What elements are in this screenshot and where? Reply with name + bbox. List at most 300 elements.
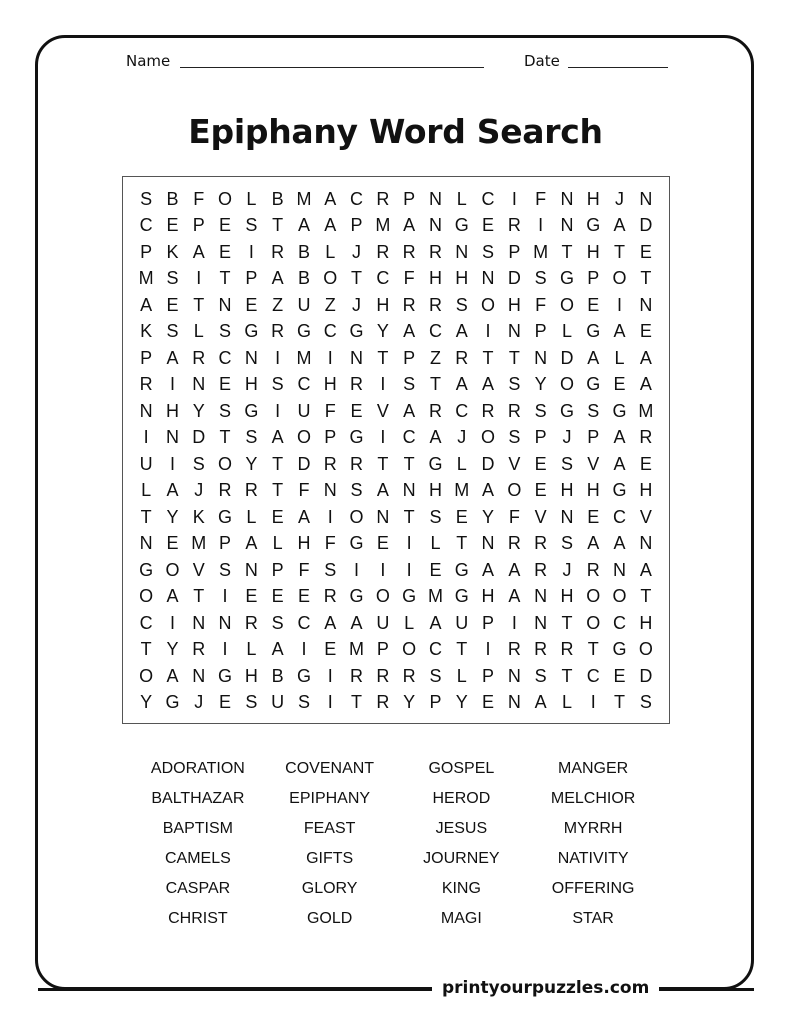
grid-letter[interactable]: J (194, 480, 204, 500)
grid-letter[interactable]: C (297, 374, 311, 394)
grid-letter[interactable]: N (192, 612, 206, 633)
grid-letter[interactable]: D (507, 268, 521, 288)
grid-letter[interactable]: T (272, 480, 284, 500)
grid-letter[interactable]: S (324, 559, 337, 580)
grid-letter[interactable]: T (272, 453, 284, 474)
grid-letter[interactable]: P (482, 612, 495, 633)
grid-letter[interactable]: A (508, 559, 521, 580)
grid-letter[interactable]: B (297, 268, 310, 288)
grid-letter[interactable]: G (586, 215, 601, 235)
grid-letter[interactable]: A (429, 612, 442, 633)
grid-letter[interactable]: E (245, 586, 258, 606)
grid-letter[interactable]: R (428, 241, 442, 262)
grid-letter[interactable]: S (429, 506, 442, 527)
grid-letter[interactable]: D (192, 427, 206, 447)
grid-letter[interactable]: B (271, 188, 284, 209)
grid-letter[interactable]: P (219, 533, 232, 553)
grid-letter[interactable]: R (323, 586, 337, 606)
grid-letter[interactable]: Z (429, 347, 441, 368)
grid-letter[interactable]: F (193, 188, 205, 209)
grid-letter[interactable]: N (613, 559, 627, 580)
grid-letter[interactable]: I (301, 639, 307, 659)
grid-letter[interactable]: R (402, 665, 416, 686)
grid-letter[interactable]: R (323, 453, 337, 474)
grid-letter[interactable]: T (429, 374, 441, 394)
grid-letter[interactable]: A (403, 321, 416, 341)
grid-letter[interactable]: E (166, 294, 179, 315)
grid-letter[interactable]: S (534, 665, 547, 686)
grid-letter[interactable]: P (587, 427, 600, 447)
grid-letter[interactable]: H (376, 294, 390, 315)
grid-letter[interactable]: R (639, 427, 653, 447)
grid-letter[interactable]: G (586, 374, 601, 394)
grid-letter[interactable]: G (586, 321, 601, 341)
grid-letter[interactable]: G (559, 268, 574, 288)
grid-letter[interactable]: L (246, 639, 257, 659)
grid-letter[interactable]: S (166, 268, 179, 288)
grid-letter[interactable]: E (271, 506, 284, 527)
grid-letter[interactable]: R (376, 692, 390, 712)
grid-letter[interactable]: C (218, 347, 232, 368)
grid-letter[interactable]: E (587, 506, 600, 527)
grid-letter[interactable]: M (375, 215, 391, 235)
grid-letter[interactable]: J (352, 294, 362, 315)
grid-letter[interactable]: G (612, 639, 627, 659)
grid-letter[interactable]: S (508, 427, 521, 447)
grid-letter[interactable]: R (507, 215, 521, 235)
grid-letter[interactable]: T (640, 268, 652, 288)
grid-letter[interactable]: I (380, 427, 386, 447)
grid-letter[interactable]: H (165, 400, 179, 421)
grid-letter[interactable]: U (455, 612, 469, 633)
grid-letter[interactable]: I (275, 347, 281, 368)
grid-letter[interactable]: H (481, 586, 495, 606)
grid-letter[interactable]: O (559, 294, 574, 315)
grid-letter[interactable]: M (427, 586, 443, 606)
grid-letter[interactable]: I (222, 639, 228, 659)
grid-letter[interactable]: E (350, 400, 363, 421)
grid-letter[interactable]: R (218, 480, 232, 500)
grid-letter[interactable]: R (139, 374, 153, 394)
grid-letter[interactable]: J (457, 427, 467, 447)
grid-letter[interactable]: O (612, 268, 627, 288)
grid-letter[interactable]: E (166, 533, 179, 553)
grid-letter[interactable]: N (165, 427, 179, 447)
grid-letter[interactable]: I (327, 347, 333, 368)
grid-letter[interactable]: I (222, 586, 228, 606)
grid-letter[interactable]: T (403, 453, 415, 474)
grid-letter[interactable]: Y (140, 692, 153, 712)
grid-letter[interactable]: N (507, 692, 521, 712)
grid-letter[interactable]: T (219, 427, 231, 447)
grid-letter[interactable]: A (587, 347, 600, 368)
grid-letter[interactable]: E (297, 586, 310, 606)
grid-letter[interactable]: P (245, 268, 258, 288)
grid-letter[interactable]: F (535, 294, 547, 315)
grid-letter[interactable]: P (403, 347, 416, 368)
grid-letter[interactable]: N (218, 294, 232, 315)
grid-letter[interactable]: R (350, 374, 364, 394)
grid-letter[interactable]: I (538, 215, 544, 235)
grid-letter[interactable]: E (639, 241, 652, 262)
grid-letter[interactable]: G (296, 321, 311, 341)
grid-letter[interactable]: N (192, 374, 206, 394)
grid-letter[interactable]: A (192, 241, 205, 262)
grid-letter[interactable]: C (428, 321, 442, 341)
grid-letter[interactable]: P (192, 215, 205, 235)
grid-letter[interactable]: R (350, 453, 364, 474)
grid-letter[interactable]: E (429, 559, 442, 580)
grid-letter[interactable]: C (376, 268, 390, 288)
grid-letter[interactable]: M (349, 639, 365, 659)
grid-letter[interactable]: N (323, 480, 337, 500)
grid-letter[interactable]: E (639, 321, 652, 341)
grid-letter[interactable]: M (296, 347, 312, 368)
grid-letter[interactable]: H (560, 480, 574, 500)
grid-letter[interactable]: R (402, 294, 416, 315)
grid-letter[interactable]: S (245, 215, 258, 235)
grid-letter[interactable]: A (324, 215, 337, 235)
grid-letter[interactable]: I (169, 612, 175, 633)
grid-letter[interactable]: G (402, 586, 417, 606)
grid-letter[interactable]: S (219, 559, 232, 580)
grid-letter[interactable]: G (244, 400, 259, 421)
grid-letter[interactable]: R (244, 480, 258, 500)
grid-letter[interactable]: O (586, 586, 601, 606)
grid-letter[interactable]: E (482, 215, 495, 235)
grid-letter[interactable]: C (139, 612, 153, 633)
grid-letter[interactable]: R (402, 241, 416, 262)
grid-letter[interactable]: V (376, 400, 389, 421)
grid-letter[interactable]: V (508, 453, 521, 474)
grid-letter[interactable]: L (456, 188, 467, 209)
grid-letter[interactable]: I (169, 453, 175, 474)
grid-letter[interactable]: T (614, 241, 626, 262)
grid-letter[interactable]: P (376, 639, 389, 659)
grid-letter[interactable]: M (191, 533, 207, 553)
grid-letter[interactable]: L (141, 480, 152, 500)
grid-letter[interactable]: D (560, 347, 574, 368)
grid-letter[interactable]: N (428, 188, 442, 209)
grid-letter[interactable]: G (612, 400, 627, 421)
grid-letter[interactable]: G (349, 427, 364, 447)
grid-letter[interactable]: O (323, 268, 338, 288)
grid-letter[interactable]: F (403, 268, 415, 288)
grid-letter[interactable]: S (219, 321, 232, 341)
grid-letter[interactable]: H (639, 480, 653, 500)
grid-letter[interactable]: Y (482, 506, 495, 527)
grid-letter[interactable]: R (192, 639, 206, 659)
grid-letter[interactable]: S (140, 188, 153, 209)
grid-letter[interactable]: A (245, 533, 258, 553)
grid-letter[interactable]: N (534, 586, 548, 606)
grid-letter[interactable]: O (559, 374, 574, 394)
grid-letter[interactable]: E (324, 639, 337, 659)
grid-letter[interactable]: A (482, 374, 495, 394)
grid-letter[interactable]: I (485, 639, 491, 659)
grid-letter[interactable]: F (324, 400, 336, 421)
grid-letter[interactable]: G (559, 400, 574, 421)
grid-letter[interactable]: R (455, 347, 469, 368)
grid-letter[interactable]: S (245, 427, 258, 447)
grid-letter[interactable]: N (244, 347, 258, 368)
grid-letter[interactable]: N (639, 188, 653, 209)
grid-letter[interactable]: S (560, 453, 573, 474)
grid-letter[interactable]: G (612, 480, 627, 500)
grid-letter[interactable]: T (587, 639, 599, 659)
grid-letter[interactable]: P (534, 321, 547, 341)
grid-letter[interactable]: S (534, 268, 547, 288)
grid-letter[interactable]: E (219, 692, 232, 712)
grid-letter[interactable]: G (454, 559, 469, 580)
grid-letter[interactable]: A (166, 347, 179, 368)
grid-letter[interactable]: I (406, 559, 412, 580)
grid-letter[interactable]: R (350, 665, 364, 686)
grid-letter[interactable]: Z (324, 294, 336, 315)
grid-letter[interactable]: H (586, 188, 600, 209)
grid-letter[interactable]: T (482, 347, 494, 368)
grid-letter[interactable]: J (194, 692, 204, 712)
grid-letter[interactable]: N (139, 533, 153, 553)
grid-letter[interactable]: A (613, 215, 626, 235)
grid-letter[interactable]: S (219, 400, 232, 421)
grid-letter[interactable]: E (376, 533, 389, 553)
grid-letter[interactable]: O (586, 612, 601, 633)
grid-letter[interactable]: I (590, 692, 596, 712)
grid-letter[interactable]: R (428, 400, 442, 421)
grid-letter[interactable]: R (534, 559, 548, 580)
grid-letter[interactable]: I (617, 294, 623, 315)
grid-letter[interactable]: G (428, 453, 443, 474)
grid-letter[interactable]: J (562, 427, 572, 447)
grid-letter[interactable]: T (377, 347, 389, 368)
grid-letter[interactable]: V (192, 559, 205, 580)
grid-letter[interactable]: R (507, 533, 521, 553)
grid-letter[interactable]: D (639, 215, 653, 235)
grid-letter[interactable]: R (534, 639, 548, 659)
grid-letter[interactable]: Y (245, 453, 258, 474)
grid-letter[interactable]: R (507, 639, 521, 659)
grid-letter[interactable]: A (297, 215, 310, 235)
grid-letter[interactable]: S (534, 400, 547, 421)
grid-letter[interactable]: F (535, 188, 547, 209)
grid-letter[interactable]: G (218, 665, 233, 686)
grid-letter[interactable]: M (296, 188, 312, 209)
grid-letter[interactable]: T (614, 692, 626, 712)
grid-letter[interactable]: S (192, 453, 205, 474)
grid-letter[interactable]: A (376, 480, 389, 500)
grid-letter[interactable]: G (454, 215, 469, 235)
grid-letter[interactable]: N (560, 188, 574, 209)
grid-letter[interactable]: I (380, 374, 386, 394)
grid-letter[interactable]: O (481, 427, 496, 447)
grid-letter[interactable]: A (324, 188, 337, 209)
grid-letter[interactable]: P (403, 188, 416, 209)
grid-letter[interactable]: I (354, 559, 360, 580)
grid-letter[interactable]: P (140, 347, 153, 368)
grid-letter[interactable]: U (271, 692, 285, 712)
grid-letter[interactable]: N (560, 506, 574, 527)
grid-letter[interactable]: A (271, 427, 284, 447)
grid-letter[interactable]: O (218, 188, 233, 209)
grid-letter[interactable]: Y (166, 639, 179, 659)
grid-letter[interactable]: A (613, 427, 626, 447)
grid-letter[interactable]: T (193, 294, 205, 315)
grid-letter[interactable]: T (193, 586, 205, 606)
grid-letter[interactable]: C (613, 612, 627, 633)
grid-letter[interactable]: E (587, 294, 600, 315)
grid-letter[interactable]: M (454, 480, 470, 500)
grid-letter[interactable]: H (455, 268, 469, 288)
grid-letter[interactable]: A (455, 374, 468, 394)
grid-letter[interactable]: T (351, 692, 363, 712)
grid-letter[interactable]: O (612, 586, 627, 606)
grid-letter[interactable]: D (481, 453, 495, 474)
grid-letter[interactable]: S (166, 321, 179, 341)
grid-letter[interactable]: A (613, 453, 626, 474)
grid-letter[interactable]: H (507, 294, 521, 315)
grid-letter[interactable]: C (323, 321, 337, 341)
grid-letter[interactable]: B (166, 188, 179, 209)
grid-letter[interactable]: N (244, 559, 258, 580)
grid-letter[interactable]: A (639, 559, 652, 580)
grid-letter[interactable]: A (613, 533, 626, 553)
grid-letter[interactable]: N (376, 506, 390, 527)
grid-letter[interactable]: A (534, 692, 547, 712)
grid-letter[interactable]: I (511, 612, 517, 633)
grid-letter[interactable]: E (219, 374, 232, 394)
grid-letter[interactable]: N (534, 612, 548, 633)
grid-letter[interactable]: N (428, 215, 442, 235)
grid-letter[interactable]: S (271, 612, 284, 633)
grid-letter[interactable]: C (481, 188, 495, 209)
grid-letter[interactable]: A (429, 427, 442, 447)
grid-letter[interactable]: P (482, 665, 495, 686)
grid-letter[interactable]: E (534, 453, 547, 474)
grid-letter[interactable]: R (192, 347, 206, 368)
grid-letter[interactable]: D (639, 665, 653, 686)
grid-letter[interactable]: L (456, 665, 467, 686)
grid-letter[interactable]: Y (455, 692, 468, 712)
grid-letter[interactable]: A (350, 612, 363, 633)
grid-letter[interactable]: T (140, 506, 152, 527)
grid-letter[interactable]: L (561, 692, 572, 712)
grid-letter[interactable]: N (639, 533, 653, 553)
grid-letter[interactable]: T (640, 586, 652, 606)
grid-letter[interactable]: P (587, 268, 600, 288)
grid-letter[interactable]: I (169, 374, 175, 394)
grid-letter[interactable]: F (298, 559, 310, 580)
grid-letter[interactable]: L (246, 506, 257, 527)
grid-letter[interactable]: C (586, 665, 600, 686)
grid-letter[interactable]: F (298, 480, 310, 500)
grid-letter[interactable]: Y (376, 321, 389, 341)
grid-letter[interactable]: S (560, 533, 573, 553)
grid-letter[interactable]: M (638, 400, 654, 421)
grid-letter[interactable]: O (375, 586, 390, 606)
grid-letter[interactable]: A (271, 268, 284, 288)
grid-letter[interactable]: R (534, 533, 548, 553)
grid-letter[interactable]: S (587, 400, 600, 421)
grid-letter[interactable]: H (244, 665, 258, 686)
grid-letter[interactable]: R (560, 639, 574, 659)
grid-letter[interactable]: D (297, 453, 311, 474)
grid-letter[interactable]: R (428, 294, 442, 315)
grid-letter[interactable]: S (429, 665, 442, 686)
grid-letter[interactable]: L (430, 533, 441, 553)
grid-letter[interactable]: I (143, 427, 149, 447)
grid-letter[interactable]: R (376, 665, 390, 686)
grid-letter[interactable]: G (139, 559, 154, 580)
grid-letter[interactable]: N (481, 268, 495, 288)
grid-letter[interactable]: R (376, 241, 390, 262)
grid-letter[interactable]: L (614, 347, 625, 368)
grid-letter[interactable]: Y (534, 374, 547, 394)
grid-letter[interactable]: T (272, 215, 284, 235)
grid-letter[interactable]: H (586, 241, 600, 262)
grid-letter[interactable]: E (613, 374, 626, 394)
grid-letter[interactable]: S (508, 374, 521, 394)
grid-letter[interactable]: A (403, 215, 416, 235)
grid-letter[interactable]: L (456, 453, 467, 474)
grid-letter[interactable]: G (296, 665, 311, 686)
grid-letter[interactable]: T (561, 665, 573, 686)
grid-letter[interactable]: E (271, 586, 284, 606)
grid-letter[interactable]: H (428, 480, 442, 500)
grid-letter[interactable]: N (455, 241, 469, 262)
grid-letter[interactable]: V (587, 453, 600, 474)
grid-letter[interactable]: S (639, 692, 652, 712)
grid-letter[interactable]: M (533, 241, 549, 262)
grid-letter[interactable]: V (639, 506, 652, 527)
grid-letter[interactable]: T (140, 639, 152, 659)
grid-letter[interactable]: S (403, 374, 416, 394)
grid-letter[interactable]: N (218, 612, 232, 633)
grid-letter[interactable]: I (196, 268, 202, 288)
grid-letter[interactable]: I (406, 533, 412, 553)
grid-letter[interactable]: U (139, 453, 153, 474)
grid-letter[interactable]: H (586, 480, 600, 500)
grid-letter[interactable]: H (244, 374, 258, 394)
grid-letter[interactable]: A (455, 321, 468, 341)
grid-letter[interactable]: C (613, 506, 627, 527)
grid-letter[interactable]: L (246, 188, 257, 209)
grid-letter[interactable]: O (349, 506, 364, 527)
grid-letter[interactable]: Y (192, 400, 205, 421)
grid-letter[interactable]: A (482, 480, 495, 500)
grid-letter[interactable]: P (140, 241, 153, 262)
grid-letter[interactable]: P (271, 559, 284, 580)
grid-letter[interactable]: U (297, 294, 311, 315)
grid-letter[interactable]: R (244, 612, 258, 633)
grid-letter[interactable]: L (193, 321, 204, 341)
grid-letter[interactable]: A (166, 665, 179, 686)
grid-letter[interactable]: U (297, 400, 311, 421)
grid-letter[interactable]: M (138, 268, 154, 288)
grid-letter[interactable]: O (507, 480, 522, 500)
grid-letter[interactable]: T (561, 241, 573, 262)
grid-letter[interactable]: I (511, 188, 517, 209)
grid-letter[interactable]: A (508, 586, 521, 606)
grid-letter[interactable]: N (139, 400, 153, 421)
grid-letter[interactable]: O (481, 294, 496, 315)
grid-letter[interactable]: A (271, 639, 284, 659)
grid-letter[interactable]: N (507, 665, 521, 686)
grid-letter[interactable]: S (245, 692, 258, 712)
grid-letter[interactable]: A (639, 347, 652, 368)
grid-letter[interactable]: H (639, 612, 653, 633)
grid-letter[interactable]: G (218, 506, 233, 527)
